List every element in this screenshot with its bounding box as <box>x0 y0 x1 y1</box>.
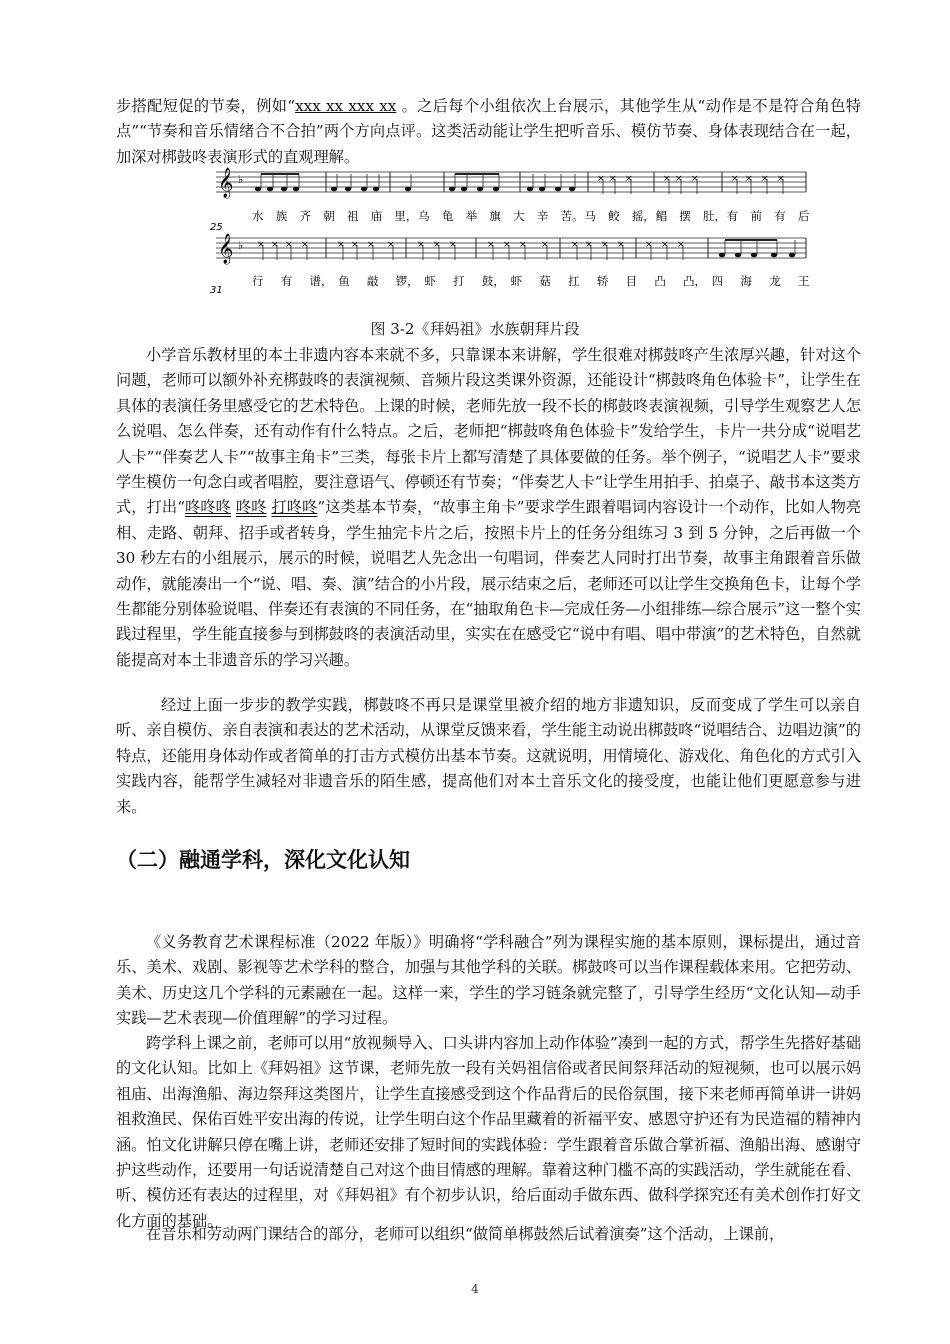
lyrics-row-1 <box>252 209 810 223</box>
note-head <box>555 187 561 192</box>
note-head <box>449 187 455 192</box>
cross-note: × <box>745 174 753 184</box>
lyric-syllable: 鲛 <box>608 209 620 223</box>
measure-number: 31 <box>210 285 223 296</box>
note-head <box>373 187 379 192</box>
lyric-syllable: 祖 <box>346 209 359 223</box>
cross-note: × <box>609 174 617 184</box>
lyric-syllable: 里， <box>394 209 418 223</box>
lyric-syllable: 马 <box>584 209 596 223</box>
cross-note: × <box>387 240 395 250</box>
lyric-syllable: 鱼 <box>338 274 350 288</box>
lyric-syllable: 菇 <box>539 274 551 288</box>
cross-note: × <box>675 174 683 184</box>
lyric-syllable: 有 <box>726 209 739 223</box>
note-head <box>735 253 741 258</box>
note-head <box>267 187 273 192</box>
paragraph-curriculum-standard: 《义务教育艺术课程标准（2022 年版）》明确将“学科融合”列为课程实施的基本原则，课标提出，通过音乐、美术、戏剧、影视等艺术学科的整合，加强与其他学科的关联。梆鼓咚可以当作课程载体来用。它把劳动、美术、历史这几个学科的元素融在一起。这样一来，学生的学习链条就完整了，引导学生经历“文化认知—动手实践—艺术表现—价值理解”的学习过程。 <box>116 933 861 1028</box>
lyric-syllable: 朝 <box>323 209 335 223</box>
lyric-syllable: 族 <box>275 209 288 223</box>
treble-clef-icon: 𝄞 <box>218 168 234 198</box>
rhythm-notation: 咚咚咚 <box>184 498 231 517</box>
lyric-syllable: 扛 <box>568 274 580 288</box>
paragraph-practice-result: 经过上面一步步的教学实践，梆鼓咚不再只是课堂里被介绍的地方非遗知识，反而变成了学生可以亲自听、亲自模仿、亲自表演和表达的艺术活动，从课堂反馈来看，学生能主动说出梆鼓咚“说唱结合、边唱边演”的特点，还能用身体动作或者简单的打击方式模仿出基本节奏。这就说明，用情境化、游戏化、角色化的方式引入实践内容，能帮学生减轻对非遗音乐的陌生感，提高他们对本土音乐文化的接受度，也能让他们更愿意参与进来。 <box>116 696 861 816</box>
note-head <box>331 187 337 192</box>
lyric-syllable: 敲 <box>366 274 379 288</box>
note-head <box>527 187 533 192</box>
lyric-syllable: 大 <box>513 209 525 223</box>
paragraph-text: 步搭配短促的节奏，例如“ <box>116 97 296 115</box>
cross-note: × <box>503 240 511 250</box>
lyric-syllable: 凸 <box>654 274 666 288</box>
cross-note: × <box>433 240 441 250</box>
paragraph-music-labor: 在音乐和劳动两门课结合的部分，老师可以组织“做简单梆鼓然后试着演奏”这个活动，上课前， <box>146 1225 785 1243</box>
paragraph-rhythm-activity <box>116 94 861 170</box>
note-head <box>539 187 545 192</box>
cross-note: × <box>417 240 425 250</box>
paragraph-cross-subject: 跨学科上课之前，老师可以用“放视频导入、口头讲内容加上动作体验”凑到一起的方式，帮学生先搭好基础的文化认知。比如上《拜妈祖》这节课，老师先放一段有关妈祖信俗或者民间祭拜活动的短视频，也可以展示妈祖庙、出海渔船、海边祭拜这类图片，让学生直接感受到这个作品背后的民俗氛围，接下来老师再简单讲一讲妈祖救渔民、保佑百姓平安出海的传说，让学生明白这个作品里藏着的祈福平安、感恩守护还有为民造福的精神内涵。怕文化讲解只停在嘴上讲，老师还安排了短时间的实践体验：学生跟着音乐做合掌祈福、渔船出海、感谢守护这些动作，还要用一句话说清楚自己对这个曲目情感的理解。靠着这种门槛不高的实践活动，学生就能在看、听、模仿还有表达的过程里，对《拜妈祖》有个初步认识，给后面动手做东西、做科学探究还有美术创作打好文化方面的基础。 <box>116 1034 861 1230</box>
note-head <box>477 187 483 192</box>
flat-sign-icon: ♭ <box>238 239 244 252</box>
cross-note: × <box>541 240 549 250</box>
cross-note: × <box>663 174 671 184</box>
lyric-syllable: 前 <box>750 209 763 223</box>
lyrics-row-2 <box>252 274 810 288</box>
lyric-syllable: 海 <box>740 274 753 288</box>
lyric-syllable: 鼓， <box>481 274 505 288</box>
lyric-syllable: 有 <box>774 209 786 223</box>
rhythm-notation: 咚咚 <box>235 498 267 517</box>
cross-note: × <box>731 174 739 184</box>
lyric-syllable: 水 <box>252 209 264 223</box>
note-head <box>493 187 499 192</box>
rhythm-notation: 打咚咚 <box>271 498 318 517</box>
figure-caption: 图 3-2《拜妈祖》水族朝拜片段 <box>370 320 580 338</box>
cross-note: × <box>601 240 609 250</box>
treble-clef-icon: 𝄞 <box>218 234 234 264</box>
lyric-syllable: 摆 <box>679 209 691 223</box>
lyric-syllable: 行 <box>252 274 264 288</box>
cross-note: × <box>625 174 633 184</box>
cross-note: × <box>645 240 653 250</box>
note-head <box>361 187 367 192</box>
cross-note: × <box>585 240 593 250</box>
lyric-syllable: 虾 <box>510 274 523 288</box>
lyric-syllable: 苦。 <box>560 209 584 223</box>
lyric-syllable: 目 <box>625 274 638 288</box>
note-head <box>345 187 351 192</box>
cross-note: × <box>487 240 495 250</box>
lyric-syllable: 肚， <box>703 209 727 223</box>
cross-note: × <box>301 240 309 250</box>
note-head <box>771 253 777 258</box>
paragraph-text: ”这类基本节奏，“故事主角卡”要求学生跟着唱词内容设计一个动作，比如人物亮相、走路、朝拜、招手或者转身，学生抽完卡片之后，按照卡片上的任务分组练习 3 到 5 分钟，之后再做一个 30 秒左右的小组展示，展示的时候，说唱艺人先念出一句唱词，伴奏艺人同时打出节奏，故事主角跟着音乐做动作，就能凑出一个“说、唱、奏、演”结合的小片段，展示结束之后，老师还可以让学生交换角色卡，让每个学生都能分别体验说唱、伴奏还有表演的不同任务，在“抽取角色卡—完成任务—小组排练—综合展示”这一整个实践过程里，学生能直接参与到梆鼓咚的表演活动里，实实在在感受它“说中有唱、唱中带演”的艺术特色，自然就能提高对本土非遗音乐的学习兴趣。 <box>116 498 862 669</box>
lyric-syllable: 辛 <box>536 209 549 223</box>
lyric-syllable: 举 <box>465 209 478 223</box>
cross-note: × <box>285 240 293 250</box>
lyric-syllable: 四 <box>711 274 724 288</box>
note-head <box>751 253 757 258</box>
note-head <box>281 187 287 192</box>
lyric-syllable: 龙 <box>769 274 781 288</box>
paragraph-text: 。之后每个小组依次上台展示，其他学生从“动作是不是符合角色特点”“节奏和音乐情绪合不合拍”两个方向点评。这类活动能让学生把听音乐、模仿节奏、身体表现结合在一起，加深对梆鼓咚表演形式的直观理解。 <box>116 97 861 166</box>
note-head <box>569 187 575 192</box>
staff-row-2 <box>216 233 806 265</box>
note-head <box>293 187 299 192</box>
note-head <box>719 253 725 258</box>
cross-note: × <box>777 174 785 184</box>
staff-row-1 <box>216 167 806 199</box>
music-score-figure <box>208 160 808 300</box>
lyric-syllable: 有 <box>280 274 293 288</box>
lyric-syllable: 王 <box>798 274 810 288</box>
lyric-syllable: 鲳 <box>655 209 668 223</box>
cross-note: × <box>351 240 359 250</box>
lyric-syllable: 庙 <box>370 209 383 223</box>
cross-note: × <box>367 240 375 250</box>
lyric-syllable: 摇， <box>631 209 655 223</box>
lyric-syllable: 乌 <box>418 209 430 223</box>
lyric-syllable: 旗 <box>489 209 501 223</box>
cross-note: × <box>617 240 625 250</box>
flat-sign-icon: ♭ <box>238 173 244 186</box>
paragraph-role-cards <box>116 343 861 673</box>
lyric-syllable: 轿 <box>596 274 609 288</box>
paragraph-text: 小学音乐教材里的本土非遗内容本来就不多，只靠课本来讲解，学生很难对梆鼓咚产生浓厚兴趣，针对这个问题，老师可以额外补充梆鼓咚的表演视频、音频片段这类课外资源，还能设计“梆鼓咚角色体验卡”，让学生在具体的表演任务里感受它的艺术特色。上课的时候，老师先放一段不长的梆鼓咚表演视频，引导学生观察艺人怎么说唱、怎么伴奏，还有动作有什么特点。之后，老师把“梆鼓咚角色体验卡”发给学生，卡片一共分成“说唱艺人卡”“伴奏艺人卡”“故事主角卡”三类，每张卡片上都写清楚了具体要做的任务。举个例子，“说唱艺人卡”要求学生模仿一句念白或者唱腔，要注意语气、停顿还有节奏；“伴奏艺人卡”让学生用拍手、拍桌子、敲书本这类方式，打出“ <box>116 346 861 517</box>
rhythm-notation: xxx xx xxx xx <box>295 97 397 115</box>
cross-note: × <box>677 240 685 250</box>
cross-note: × <box>519 240 527 250</box>
cross-note: × <box>597 174 605 184</box>
note-head <box>405 187 411 192</box>
cross-note: × <box>691 174 699 184</box>
lyric-syllable: 锣， <box>395 274 419 288</box>
lyric-syllable: 齐 <box>299 209 311 223</box>
cross-note: × <box>271 240 279 250</box>
cross-note: × <box>449 240 457 250</box>
cross-note: × <box>257 240 265 250</box>
lyric-syllable: 打 <box>453 274 465 288</box>
note-head <box>255 187 261 192</box>
lyric-syllable: 凸， <box>683 274 707 288</box>
note-head <box>789 253 795 258</box>
section-heading: （二）融通学科，深化文化认知 <box>116 848 410 872</box>
cross-note: × <box>571 240 579 250</box>
cross-note: × <box>337 240 345 250</box>
lyric-syllable: 谱， <box>309 274 333 288</box>
cross-note: × <box>761 174 769 184</box>
cross-note: × <box>661 240 669 250</box>
measure-number: 25 <box>210 222 223 233</box>
page-number: 4 <box>471 1282 479 1296</box>
lyric-syllable: 后 <box>798 209 810 223</box>
note-head <box>461 187 467 192</box>
lyric-syllable: 龟 <box>441 209 454 223</box>
lyric-syllable: 虾 <box>424 274 436 288</box>
